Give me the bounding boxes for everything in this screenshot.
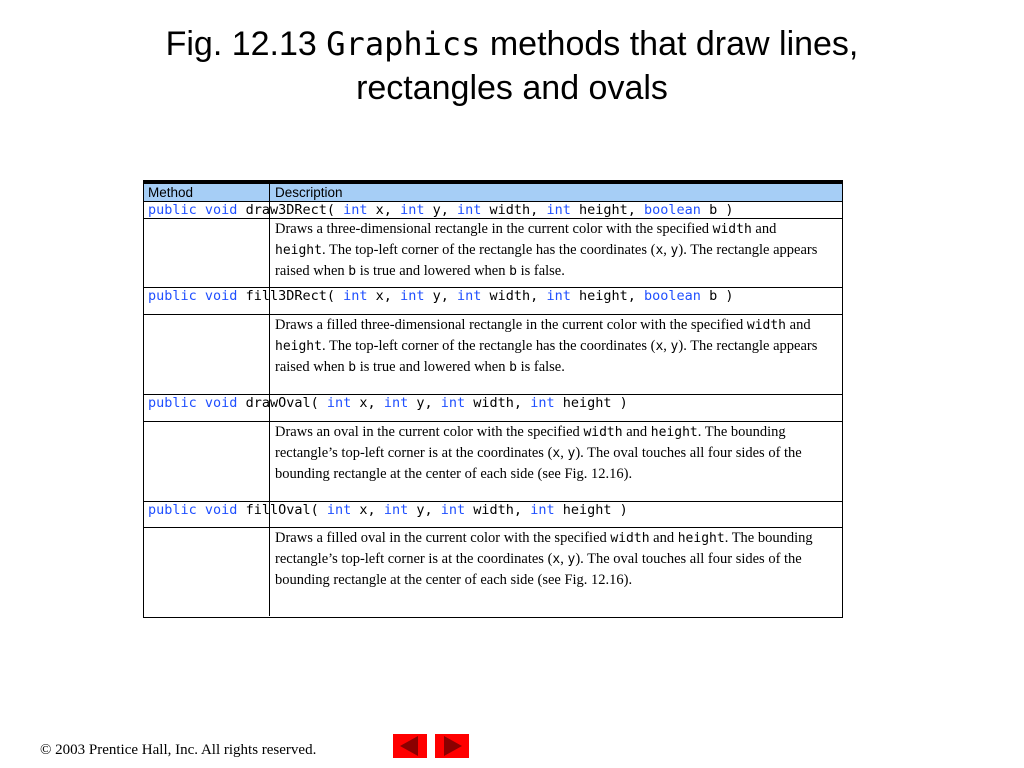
method-signature-fill3drect: public void fill3DRect( int x, int y, int width, int height, boolean b ) (148, 288, 734, 304)
title-line-1 (0, 22, 1024, 66)
next-slide-icon (435, 734, 469, 758)
title-line-2: rectangles and ovals (356, 69, 668, 107)
method-signature-filloval: public void fillOval( int x, int y, int width, int height ) (148, 502, 628, 518)
methods-table (143, 180, 843, 618)
method-signature-draw3drect: public void draw3DRect( int x, int y, int width, int height, boolean b ) (148, 202, 734, 218)
title-suffix: methods that draw lines, (489, 25, 859, 63)
method-signature-drawoval: public void drawOval( int x, int y, int width, int height ) (148, 395, 628, 411)
method-description-drawoval: Draws an oval in the current color with the specified width and height. The bounding rectangle’s top-left corner is at the coordinates (x, y). The oval touches all four sides of the bounding rectangle at the center of each side (see Fig. 12.16). (275, 424, 802, 482)
title-code: Graphics (326, 25, 481, 63)
table-header (144, 181, 842, 202)
method-description-draw3drect: Draws a three-dimensional rectangle in the current color with the specified width and height. The top-left corner of the rectangle has the coordinates (x, y). The rectangle appears raised when b is true and lowered when b is false. (275, 221, 818, 279)
previous-slide-button[interactable] (393, 734, 427, 758)
method-description-filloval: Draws a filled oval in the current color with the specified width and height. The bounding rectangle’s top-left corner is at the coordinates (x, y). The oval touches all four sides of the bounding rectangle at the center of each side (see Fig. 12.16). (275, 530, 813, 588)
slide-title (0, 22, 1024, 110)
next-slide-button[interactable] (435, 734, 469, 758)
copyright-notice: © 2003 Prentice Hall, Inc. All rights reserved. (40, 742, 317, 758)
header-method: Method (148, 185, 194, 200)
title-prefix: Fig. 12.13 (165, 25, 317, 63)
method-description-fill3drect: Draws a filled three-dimensional rectangle in the current color with the specified width and height. The top-left corner of the rectangle has the coordinates (x, y). The rectangle appears raised when b is true and lowered when b is false. (275, 317, 818, 375)
header-description: Description (275, 185, 343, 200)
previous-slide-icon (393, 734, 427, 758)
